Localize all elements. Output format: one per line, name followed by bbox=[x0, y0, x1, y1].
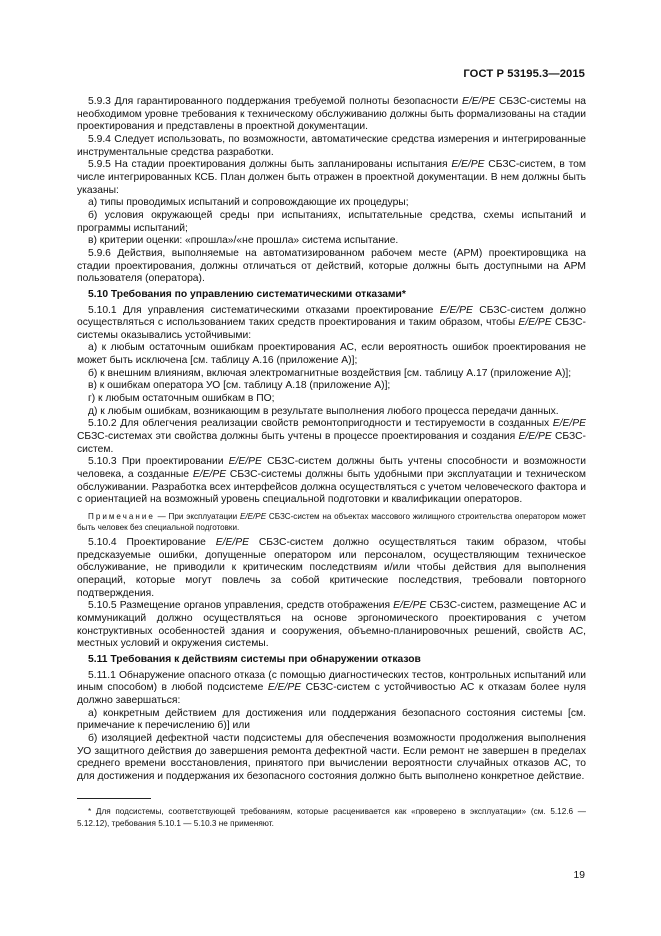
italic-term: E/E/PE bbox=[393, 600, 427, 612]
text-run: СБЗС-системы должны быть удобными при эксплуатации и техническом обслуживании. Разработка всех интерфейсов должна осуществляться с учетом человеческого фактора и с ориентацией на возможный уровень специальной подготовки и квалификации операторов. bbox=[77, 469, 586, 506]
clause-5-9-5-item-b bbox=[77, 210, 586, 235]
text-run: 5.10.4 Проектирование bbox=[88, 537, 216, 548]
note bbox=[77, 511, 586, 533]
document-body bbox=[77, 96, 586, 783]
italic-term: E/E/PE bbox=[240, 512, 267, 521]
text-run: 5.9.5 На стадии проектирования должны быть запланированы испытания bbox=[88, 159, 452, 171]
text-run: а) типы проводимых испытаний и сопровождающие их процедуры; bbox=[88, 197, 409, 209]
text-run: б) изоляцией дефектной части подсистемы для обеспечения возможности продолжения выполнения УО защитного действия до завершения ремонта дефектной части. Если ремонт не завершен в пределах среднего времени восстановления, принятого при вычислении вероятности случайных отказов АС, то для достижения и поддержания их безопасного состояния должно быть выполнено конкретное действие. bbox=[77, 732, 586, 782]
standard-header: ГОСТ Р 53195.3—2015 bbox=[463, 68, 585, 80]
note-label: Примечание bbox=[88, 512, 155, 521]
clause-5-10-5 bbox=[77, 600, 586, 651]
clause-5-10-1 bbox=[77, 305, 586, 343]
italic-term: E/E/PE bbox=[215, 537, 249, 548]
page-number: 19 bbox=[573, 870, 585, 881]
text-run: СБЗС-систем должно осуществляться таким образом, чтобы предсказуемые ошибки, допущенные оператором или персоналом, осуществляющим техническое обслуживание, не приводили к критическим последствиям и/или чтобы действия для выполнения операций, которые могут повлечь за собой критические последствия, требовали повторного подтверждения. bbox=[77, 537, 586, 599]
italic-term: E/E/PE bbox=[518, 317, 552, 329]
clause-5-11-1-item-b bbox=[77, 733, 586, 784]
clause-5-11-1 bbox=[77, 670, 586, 708]
text-run: СБЗС-систем с устойчивостью АС к отказам более нуля должно завершаться: bbox=[77, 682, 586, 706]
italic-term: E/E/PE bbox=[518, 431, 552, 443]
text-run: 5.9.3 Для гарантированного поддержания требуемой полноты безопасности bbox=[88, 96, 463, 107]
clause-5-9-3 bbox=[77, 96, 586, 134]
text-run: СБЗС-систем, размещение АС и коммуникаций должно осуществляться на основе эргономического проектирования с учетом конструктивных особенностей здания и сооружения, объемно-планировочных решений, свойств АС, местных условий и окружения системы. bbox=[77, 600, 587, 650]
italic-term: E/E/PE bbox=[462, 96, 496, 107]
text-run: СБЗС-систем должны быть учтены способности и возможности человека, а созданные bbox=[77, 456, 586, 481]
clause-5-11-1-item-a bbox=[77, 708, 586, 733]
italic-term: E/E/PE bbox=[439, 304, 473, 316]
clause-5-10-1-item-a bbox=[77, 342, 586, 367]
clause-5-9-5 bbox=[77, 159, 586, 197]
footnote: * Для подсистемы, соответствующей требованиям, которые расценивается как «проверено в эксплуатации» (см. 5.12.6 — 5.12.12), требования 5.10.1 — 5.10.3 не применяют. bbox=[77, 807, 586, 828]
text-run: б) к внешним влияниям, включая электромагнитные воздействия [см. таблицу А.17 (приложение А)]; bbox=[88, 367, 572, 379]
text-run: СБЗС-систем, в том числе интегрированных КСБ. План должен быть отражен в проектной документации. В нем должны быть указаны: bbox=[77, 159, 586, 196]
italic-term: E/E/PE bbox=[552, 418, 586, 430]
clause-5-10-1-item-c bbox=[77, 380, 586, 393]
footnote-divider bbox=[77, 798, 151, 799]
italic-term: E/E/PE bbox=[228, 456, 262, 468]
text-run: а) к любым остаточным ошибкам проектирования АС, если вероятность ошибок проектирования не может быть исключена [см. таблицу А.16 (приложение А)]; bbox=[77, 342, 586, 367]
clause-5-10-2 bbox=[77, 418, 586, 456]
text-run: 5.9.6 Действия, выполняемые на автоматизированном рабочем месте (АРМ) проектировщика на стадии проектирования, должны отличаться от действий, которые должны быть доступными на АРМ пользователя (оператора). bbox=[77, 247, 586, 285]
section-heading-5-10: 5.10 Требования по управлению систематическими отказами* bbox=[88, 288, 406, 300]
clause-5-10-1-item-d bbox=[77, 393, 586, 406]
section-heading-5-11: 5.11 Требования к действиям системы при обнаружении отказов bbox=[88, 653, 421, 665]
text-run: СБЗС-системы на необходимом уровне требования к техническому обслуживанию должны быть формализованы на стадии проектирования и представлены в проектной документации. bbox=[77, 96, 586, 133]
text-run: СБЗС-системах эти свойства должны быть учтены в процессе проектирования и создания bbox=[77, 431, 519, 443]
text-run: 5.9.4 Следует использовать, по возможности, автоматические средства измерения и интегрированные инструментальные средства разработки. bbox=[77, 133, 586, 158]
text-run: в) к ошибкам оператора УО [см. таблицу А.18 (приложение А)]; bbox=[88, 380, 391, 392]
text-run: в) критерии оценки: «прошла»/«не прошла» система испытание. bbox=[88, 235, 399, 247]
text-run: СБЗС-системы оказывались устойчивыми: bbox=[77, 317, 586, 341]
text-run: 5.11.1 Обнаружение опасного отказа (с помощью диагностических тестов, контрольных испытаний или иным способом) в любой подсистеме bbox=[77, 669, 586, 694]
text-run: д) к любым ошибкам, возникающим в результате выполнения любого процесса передачи данных. bbox=[88, 405, 559, 417]
text-run: — При эксплуатации bbox=[154, 512, 240, 521]
italic-term: E/E/PE bbox=[192, 469, 227, 481]
clause-5-10-1-item-e bbox=[77, 406, 586, 419]
text-run: 5.10.2 Для облегчения реализации свойств ремонтопригодности и тестируемости в созданных bbox=[88, 418, 553, 430]
italic-term: E/E/PE bbox=[451, 159, 485, 171]
clause-5-9-4 bbox=[77, 134, 586, 159]
clause-5-9-5-item-c bbox=[77, 235, 586, 248]
text-run: СБЗС-систем. bbox=[77, 431, 586, 455]
text-run: СБЗС-систем должно осуществляться с использованием таких средств проектирования и таким образом, чтобы bbox=[77, 304, 586, 329]
text-run: б) условия окружающей среды при испытаниях, испытательные средства, схемы испытаний и программы испытаний; bbox=[77, 209, 586, 234]
clause-5-9-6 bbox=[77, 248, 586, 286]
italic-term: E/E/PE bbox=[267, 682, 302, 694]
text-run: а) конкретным действием для достижения или поддержания безопасного состояния системы [см. примечание к перечислению б)] или bbox=[77, 707, 586, 732]
text-run: 5.10.5 Размещение органов управления, средств отображения bbox=[88, 600, 394, 612]
text-run: г) к любым остаточным ошибкам в ПО; bbox=[88, 393, 275, 405]
clause-5-9-5-item-a bbox=[77, 197, 586, 210]
clause-5-10-1-item-b bbox=[77, 368, 586, 381]
clause-5-10-4 bbox=[77, 537, 586, 600]
text-run: 5.10.1 Для управления систематическими отказами проектирование bbox=[88, 304, 440, 316]
text-run: СБЗС-систем на объектах массового жилищного строительства оператором может быть человек без специальной подготовки. bbox=[77, 512, 586, 532]
clause-5-10-3 bbox=[77, 456, 586, 507]
text-run: 5.10.3 При проектировании bbox=[88, 456, 229, 468]
